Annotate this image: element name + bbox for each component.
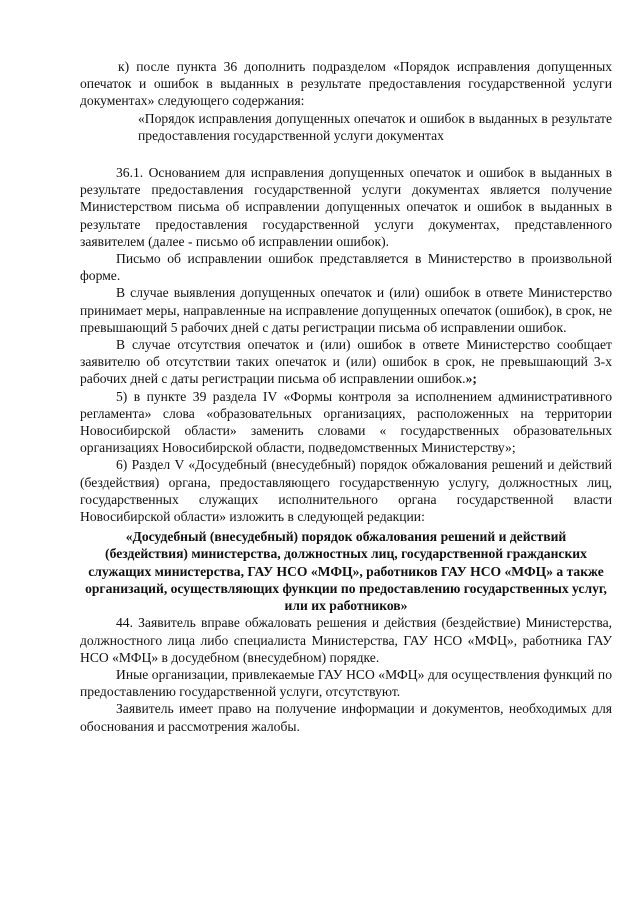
paragraph-44: 44. Заявитель вправе обжаловать решения и действия (бездействие) Министерства, должностного лица либо специалиста Министерства, ГАУ НСО «МФЦ», работника ГАУ НСО «МФЦ» в досудебном (внесудебном) порядке. bbox=[80, 615, 612, 665]
paragraph-detection: В случае выявления допущенных опечаток и (или) ошибок в ответе Министерство принимает меры, направленные на исправление допущенных опечаток (ошибок), в срок, не превышающий 5 рабочих дней с даты регистрации письма об исправлении ошибок. bbox=[80, 285, 612, 335]
paragraph-item-6: 6) Раздел V «Досудебный (внесудебный) порядок обжалования решений и действий (бездействия) органа, предоставляющего государственную услугу, должностных лиц, государственных служащих исполнительного органа государственной власти Новосибирской области» изложить в следующей редакции: bbox=[80, 457, 612, 525]
section-heading: «Досудебный (внесудебный) порядок обжалования решений и действий (бездействия) министерства, должностных лиц, государственной гражданских служащих министерства, ГАУ НСО «МФЦ», работников ГАУ НСО «МФЦ» а также организаций, осуществляющих функции по предоставлению государственных услуг, или их работников» bbox=[85, 529, 607, 614]
paragraph-letter-form: Письмо об исправлении ошибок представляется в Министерство в произвольной форме. bbox=[80, 251, 612, 284]
closing-quote-mark: »; bbox=[465, 371, 477, 387]
paragraph-k-intro: к) после пункта 36 дополнить подразделом «Порядок исправления допущенных опечаток и ошибок в выданных в результате предоставления государственной услуги документах» следующего содержания: bbox=[80, 59, 612, 109]
document-page bbox=[80, 58, 612, 735]
paragraph-absence bbox=[80, 336, 612, 388]
paragraph-item-5: 5) в пункте 39 раздела IV «Формы контроля за исполнением административного регламента» слова «образовательных организациях, расположенных на территории Новосибирской области» заменить словами « государственных образовательных организациях Новосибирской области, подведомственных Министерству»; bbox=[80, 388, 612, 456]
paragraph-absence-text: В случае отсутствия опечаток и (или) ошибок в ответе Министерство сообщает заявителю об отсутствии таких опечаток и (или) ошибок в срок, не превышающий 3-х рабочих дней с даты регистрации письма об исправлении ошибок. bbox=[80, 337, 612, 387]
paragraph-applicant-right: Заявитель имеет право на получение информации и документов, необходимых для обоснования и рассмотрения жалобы. bbox=[80, 701, 612, 734]
paragraph-other-orgs: Иные организации, привлекаемые ГАУ НСО «МФЦ» для осуществления функций по предоставлению государственной услуги, отсутствуют. bbox=[80, 666, 612, 700]
paragraph-36-1: 36.1. Основанием для исправления допущенных опечаток и ошибок в выданных в результате предоставления государственной услуги документах является получение Министерством письма об исправлении допущенных опечаток и ошибок в выданных в результате предоставления государственной услуги документах, представленного заявителем (далее - письмо об исправлении ошибок). bbox=[80, 165, 612, 249]
paragraph-k-subtitle: «Порядок исправления допущенных опечаток и ошибок в выданных в результате предоставления государственной услуги документах bbox=[138, 110, 612, 143]
spacer bbox=[80, 144, 612, 164]
